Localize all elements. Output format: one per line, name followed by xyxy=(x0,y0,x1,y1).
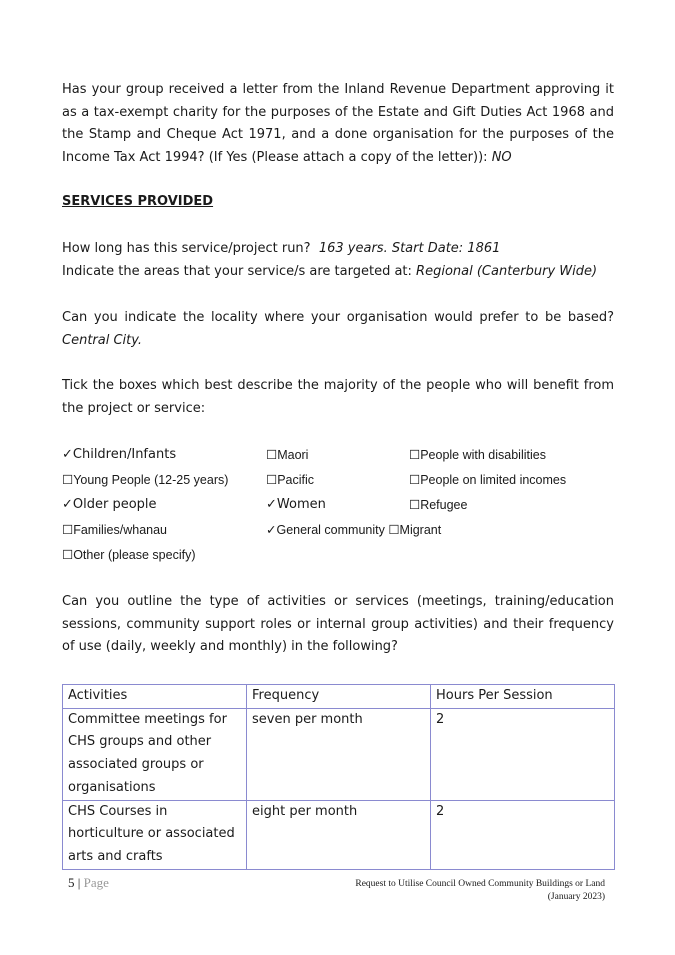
target-areas xyxy=(62,261,614,284)
checkbox-families-whanau[interactable]: ☐Families/whanau xyxy=(62,523,167,537)
locality-answer: Central City. xyxy=(62,332,143,348)
checkbox-young-people[interactable]: ☐Young People (12-25 years) xyxy=(62,473,229,487)
services-heading: SERVICES PROVIDED xyxy=(62,194,214,209)
tax-exempt-question-text: Has your group received a letter from the Inland Revenue Department approving it as a tax-exempt charity for the purposes of the Estate and Gift Duties Act 1968 and the Stamp and Cheque Act 1971, and a done organisation for the purposes of the Income Tax Act 1994? (If Yes (Please attach a copy of the letter)): xyxy=(62,82,614,166)
footer-title: Request to Utilise Council Owned Community Buildings or Land xyxy=(355,879,605,889)
activity-cell: Committee meetings for CHS groups and other associated groups or organisations xyxy=(63,708,247,800)
activity-cell: CHS Courses in horticulture or associated arts and crafts xyxy=(63,800,247,869)
target-areas-answer: Regional (Canterbury Wide) xyxy=(416,264,598,279)
target-areas-question: Indicate the areas that your service/s are targeted at: xyxy=(62,264,412,279)
column-header-activities: Activities xyxy=(63,685,247,709)
checkbox-people-with-disabilities[interactable]: ☐People with disabilities xyxy=(409,448,546,462)
service-duration-answer: 163 years. Start Date: 1861 xyxy=(318,241,501,256)
page-number: 5 xyxy=(68,875,75,890)
hours-cell: 2 xyxy=(431,800,615,869)
checkbox-other[interactable]: ☐Other (please specify) xyxy=(62,548,196,562)
checkbox-refugee[interactable]: ☐Refugee xyxy=(409,498,468,512)
frequency-cell: eight per month xyxy=(247,800,431,869)
checkbox-older-people[interactable]: ✓Older people xyxy=(62,497,157,512)
checkbox-pacific[interactable]: ☐Pacific xyxy=(266,473,315,487)
frequency-cell: seven per month xyxy=(247,708,431,800)
table-row xyxy=(63,708,615,800)
checkbox-children-infants[interactable]: ✓Children/Infants xyxy=(62,447,177,462)
service-duration xyxy=(62,238,614,261)
service-duration-question: How long has this service/project run? xyxy=(62,241,311,256)
table-header-row xyxy=(63,685,615,709)
checkbox-women[interactable]: ✓Women xyxy=(266,497,326,512)
checkbox-limited-incomes[interactable]: ☐People on limited incomes xyxy=(409,473,567,487)
footer-date: (January 2023) xyxy=(547,892,605,902)
locality-question: Can you indicate the locality where your organisation would prefer to be based? xyxy=(62,310,614,325)
tax-exempt-answer: NO xyxy=(491,150,512,166)
footer-document-title xyxy=(355,878,605,904)
page-word: Page xyxy=(83,875,109,890)
locality xyxy=(62,307,614,352)
hours-cell: 2 xyxy=(431,708,615,800)
activities-table xyxy=(62,684,615,870)
checkbox-general-community-migrant[interactable]: ✓General community ☐Migrant xyxy=(266,523,442,537)
checkbox-maori[interactable]: ☐Maori xyxy=(266,448,309,462)
page-separator: | xyxy=(77,875,81,890)
column-header-hours: Hours Per Session xyxy=(431,685,615,709)
table-row xyxy=(63,800,615,869)
footer-page-number xyxy=(68,875,109,891)
beneficiaries-prompt: Tick the boxes which best describe the majority of the people who will benefit from the project or service: xyxy=(62,378,614,416)
tax-exempt-question xyxy=(62,79,614,170)
activities-prompt: Can you outline the type of activities or services (meetings, training/education sessions, community support roles or internal group activities) and their frequency of use (daily, weekly and monthly) in the following? xyxy=(62,594,614,655)
column-header-frequency: Frequency xyxy=(247,685,431,709)
